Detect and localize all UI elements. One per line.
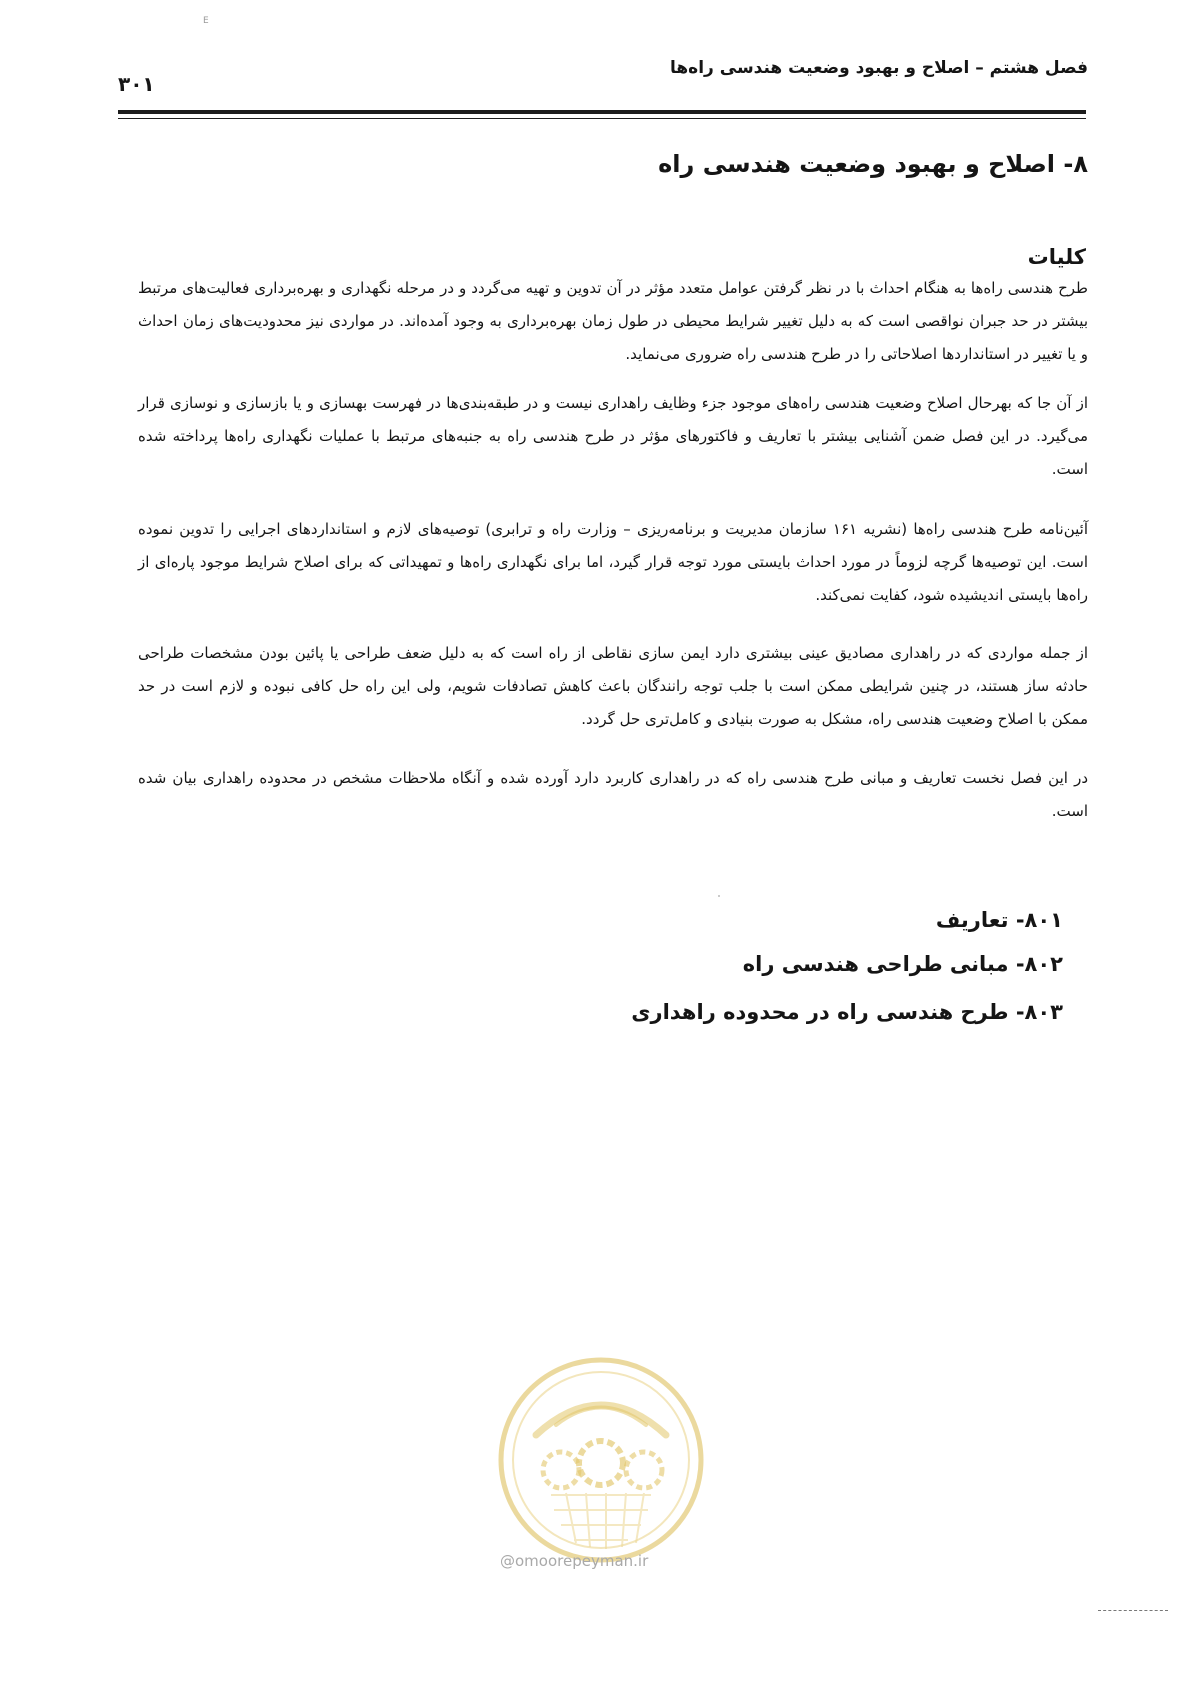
scan-speck — [718, 895, 720, 897]
toc-item-802: ۸۰۲- مبانی طراحی هندسی راه — [742, 952, 1063, 976]
page-number: ۳۰۱ — [118, 72, 155, 96]
header-rule-thick — [118, 110, 1086, 114]
section-heading: کلیات — [1027, 245, 1086, 269]
paragraph-1: طرح هندسی راه‌ها به هنگام احداث با در نظر گرفتن عوامل متعدد مؤثر در آن تدوین و تهیه می‌گردد و در مرحله نگهداری و بهره‌برداری فعالیت‌های مرتبط بیشتر در حد جبران نواقصی است که به دلیل تغییر شرایط محیطی در طول زمان بهره‌برداری به وجود آمده‌اند. در مواردی نیز محدودیت‌های زمان احداث و یا تغییر در استانداردها اصلاحاتی را در طرح هندسی راه ضروری می‌نماید. — [138, 279, 1088, 363]
omoorepeyman-stamp-logo — [496, 1355, 706, 1565]
paragraph-2: از آن جا که بهرحال اصلاح وضعیت هندسی راه‌های موجود جزء وظایف راهداری نیست و در طبقه‌بندی‌ها در فهرست بهسازی و یا بازسازی و نوسازی قرار می‌گیرد. در این فصل ضمن آشنایی بیشتر با تعاریف و فاکتورهای مؤثر در طرح هندسی راه به جنبه‌های مرتبط با عملیات نگهداری راه‌ها پرداخته شده است. — [138, 394, 1088, 478]
chapter-title: ۸- اصلاح و بهبود وضعیت هندسی راه — [658, 150, 1088, 178]
paragraph-5: در این فصل نخست تعاریف و مبانی طرح هندسی راه که در راهداری کاربرد دارد آورده شده و آنگاه ملاحظات مشخص در محدوده راهداری بیان شده است. — [138, 769, 1088, 820]
running-header-title: فصل هشتم – اصلاح و بهبود وضعیت هندسی راه‌ها — [670, 58, 1088, 78]
scan-edge-marks — [1098, 1610, 1168, 1612]
toc-item-801: ۸۰۱- تعاریف — [935, 908, 1063, 932]
scan-mark: E — [203, 16, 209, 26]
paragraph-4: از جمله مواردی که در راهداری مصادیق عینی بیشتری دارد ایمن سازی نقاطی از راه است که به دلیل ضعف طراحی یا پائین بودن مشخصات طراحی حادثه ساز هستند، در چنین شرایطی ممکن است با جلب توجه رانندگان باعث کاهش تصادفات شویم، ولی این راه حل کافی نبوده و لازم است در حد ممکن با اصلاح وضعیت هندسی راه، مشکل به صورت بنیادی و کامل‌تری حل گردد. — [138, 644, 1088, 728]
toc-item-803: ۸۰۳- طرح هندسی راه در محدوده راهداری — [631, 1000, 1063, 1024]
watermark-url: @omoorepeyman.ir — [500, 1552, 649, 1570]
header-rule-thin — [118, 118, 1086, 119]
paragraph-3: آئین‌نامه طرح هندسی راه‌ها (نشریه ۱۶۱ سازمان مدیریت و برنامه‌ریزی – وزارت راه و ترابری) توصیه‌های لازم و استانداردهای اجرایی را تدوین نموده است. این توصیه‌ها گرچه لزوماً در مورد احداث بایستی مورد توجه قرار گیرد، اما برای نگهداری راه‌ها و تمهیداتی که برای اصلاح شرایط موجود پاره‌ای از راه‌ها بایستی اندیشیده شود، کفایت نمی‌کند. — [138, 520, 1088, 604]
